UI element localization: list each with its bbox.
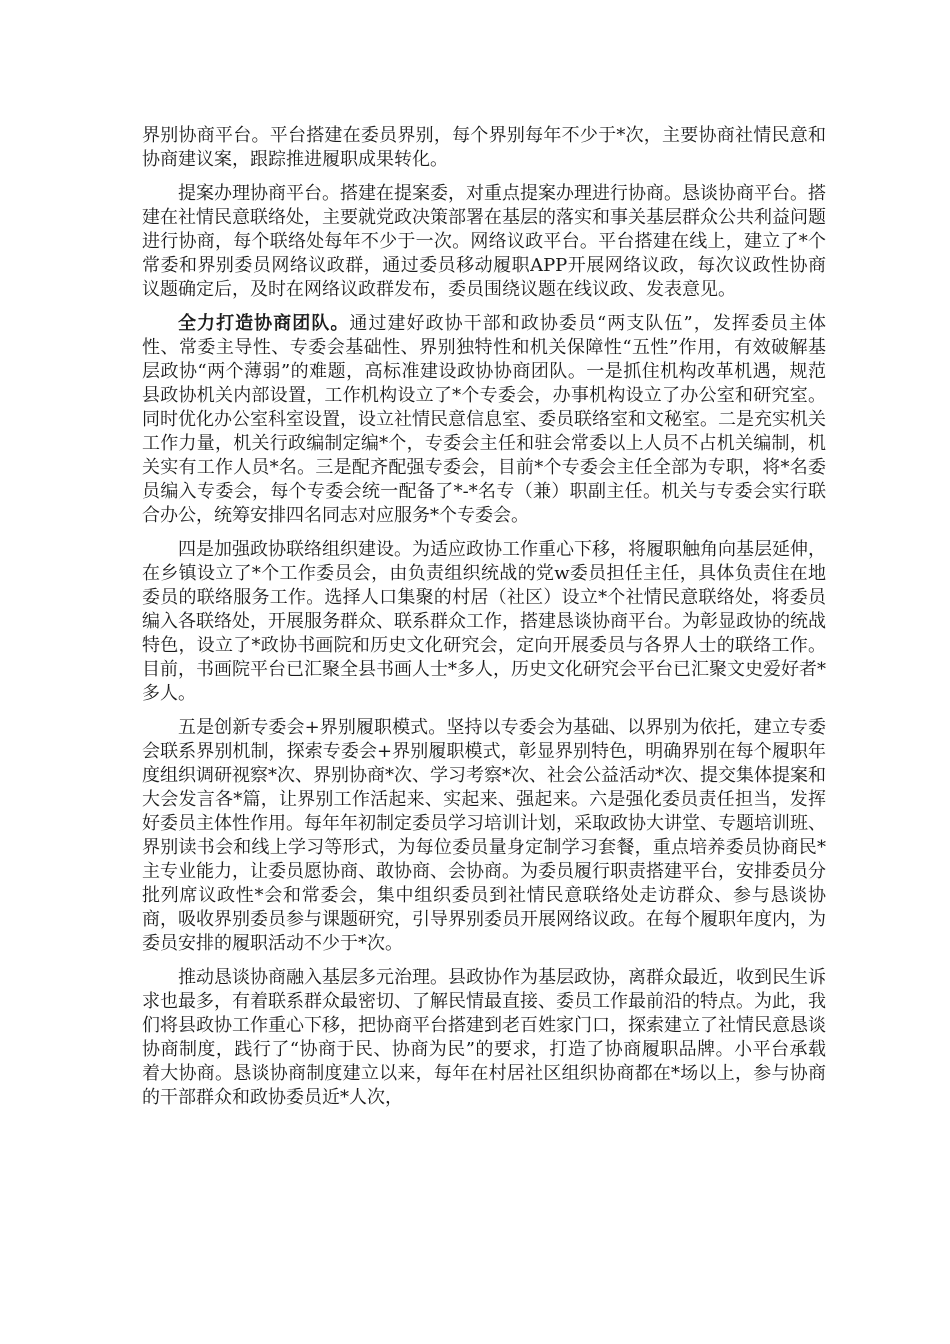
paragraph-3 <box>142 312 826 528</box>
paragraph-text: 推动恳谈协商融入基层多元治理。县政协作为基层政协，离群众最近，收到民生诉求也最多，有着联系群众最密切、了解民情最直接、委员工作最前沿的特点。为此，我们将县政协工作重心下移，把协商平台搭建到老百姓家门口，探索建立了社情民意恳谈协商制度，践行了“协商于民、协商为民”的要求，打造了协商履职品牌。小平台承载着大协商。恳谈协商制度建立以来，每年在村居社区组织协商都在*场以上，参与协商的干部群众和政协委员近*人次， <box>142 967 826 1108</box>
paragraph-1 <box>142 124 826 172</box>
paragraph-6 <box>142 966 826 1110</box>
paragraph-text: 五是创新专委会+界别履职模式。坚持以专委会为基础、以界别为依托，建立专委会联系界别机制，探索专委会+界别履职模式，彰显界别特色，明确界别在每个履职年度组织调研视察*次、界别协商*次、学习考察*次、社会公益活动*次、提交集体提案和大会发言各*篇，让界别工作活起来、实起来、强起来。六是强化委员责任担当，发挥好委员主体性作用。每年年初制定委员学习培训计划，采取政协大讲堂、专题培训班、界别读书会和线上学习等形式，为每位委员量身定制学习套餐，重点培养委员协商民*主专业能力，让委员愿协商、敢协商、会协商。为委员履行职责搭建平台，安排委员分批列席议政性*会和常委会，集中组织委员到社情民意联络处走访群众、参与恳谈协商，吸收界别委员参与课题研究，引导界别委员开展网络议政。在每个履职年度内，为委员安排的履职活动不少于*次。 <box>142 717 826 954</box>
paragraph-2 <box>142 182 826 302</box>
document-body <box>142 124 826 1120</box>
paragraph-heading: 全力打造协商团队。 <box>178 313 350 334</box>
paragraph-4 <box>142 538 826 706</box>
paragraph-text: 通过建好政协干部和政协委员“两支队伍”，发挥委员主体性、常委主导性、专委会基础性、界别独特性和机关保障性“五性”作用，有效破解基层政协“两个薄弱”的难题，高标准建设政协协商团队。一是抓住机构改革机遇，规范县政协机关内部设置，工作机构设立了*个专委会，办事机构设立了办公室和研究室。同时优化办公室科室设置，设立社情民意信息室、委员联络室和文秘室。二是充实机关工作力量，机关行政编制定编*个，专委会主任和驻会常委以上人员不占机关编制，机关实有工作人员*名。三是配齐配强专委会，目前*个专委会主任全部为专职，将*名委员编入专委会，每个专委会统一配备了*-*名专（兼）职副主任。机关与专委会实行联合办公，统筹安排四名同志对应服务*个专委会。 <box>142 313 826 526</box>
paragraph-text: 界别协商平台。平台搭建在委员界别，每个界别每年不少于*次，主要协商社情民意和协商建议案，跟踪推进履职成果转化。 <box>142 125 826 170</box>
paragraph-text: 提案办理协商平台。搭建在提案委，对重点提案办理进行协商。恳谈协商平台。搭建在社情民意联络处，主要就党政决策部署在基层的落实和事关基层群众公共利益问题进行协商，每个联络处每年不少于一次。网络议政平台。平台搭建在线上，建立了*个常委和界别委员网络议政群，通过委员移动履职APP开展网络议政，每次议政性协商议题确定后，及时在网络议政群发布，委员围绕议题在线议政、发表意见。 <box>142 183 826 300</box>
paragraph-5 <box>142 716 826 956</box>
paragraph-text: 四是加强政协联络组织建设。为适应政协工作重心下移，将履职触角向基层延伸，在乡镇设立了*个工作委员会，由负责组织统战的党w委员担任主任，具体负责住在地委员的联络服务工作。选择人口集聚的村居（社区）设立*个社情民意联络处，将委员编入各联络处，开展服务群众、联系群众工作，搭建恳谈协商平台。为彰显政协的统战特色，设立了*政协书画院和历史文化研究会，定向开展委员与各界人士的联络工作。目前，书画院平台已汇聚全县书画人士*多人，历史文化研究会平台已汇聚文史爱好者*多人。 <box>142 539 826 704</box>
